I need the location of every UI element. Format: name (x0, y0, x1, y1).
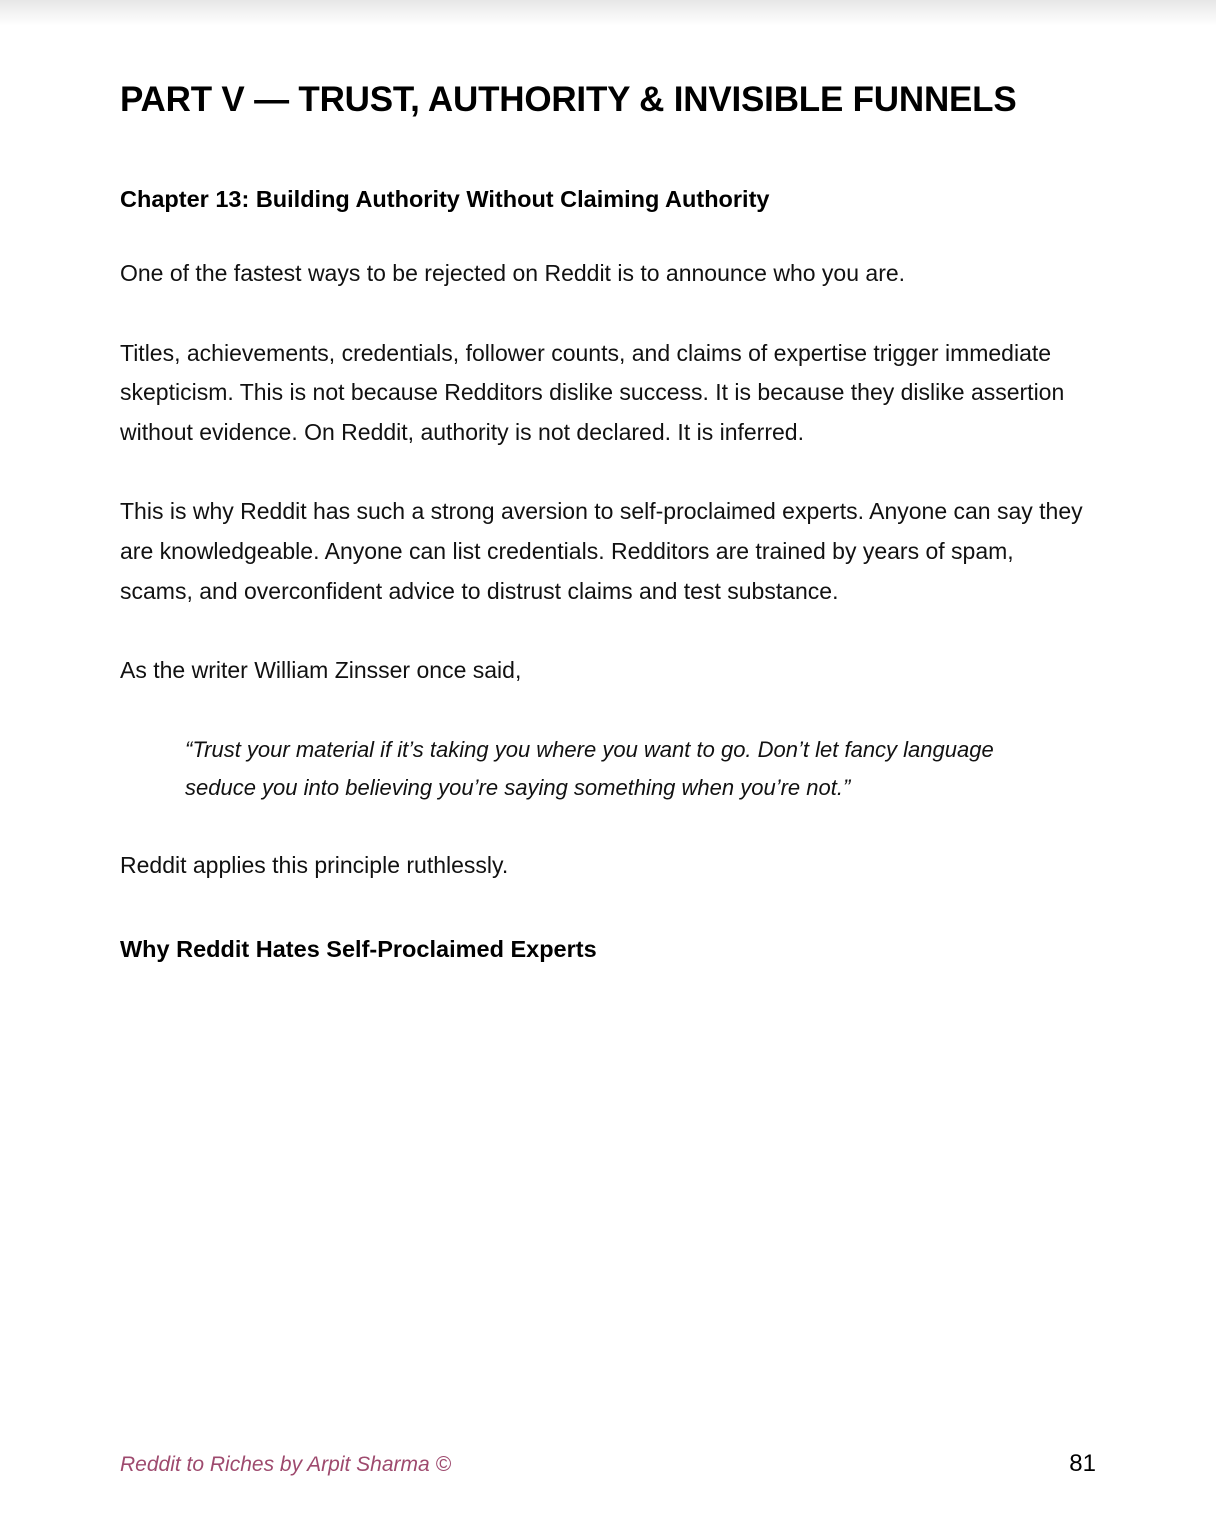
body-paragraph-2: Titles, achievements, credentials, follower counts, and claims of expertise trigger immediate skepticism. This is not because Redditors dislike success. It is because they dislike assertion without evidence. On Reddit, authority is not declared. It is inferred. (120, 339, 1065, 445)
body-paragraph-3: This is why Reddit has such a strong aversion to self-proclaimed experts. Anyone can say they are knowledgeable. Anyone can list credentials. Redditors are trained by years of spam, scams, and overconfident advice to distrust claims and test substance. (120, 498, 1083, 604)
chapter-heading: Chapter 13: Building Authority Without Claiming Authority (120, 185, 770, 212)
page-number: 81 (1069, 1450, 1096, 1477)
body-paragraph-1: One of the fastest ways to be rejected on Reddit is to announce who you are. (120, 260, 906, 287)
pull-quote: “Trust your material if it’s taking you where you want to go. Don’t let fancy language seduce you into believing you’re saying something when you’re not.” (185, 736, 994, 800)
body-paragraph-closing: Reddit applies this principle ruthlessly. (120, 852, 509, 879)
page-footer (120, 1450, 1096, 1478)
page-content (120, 0, 1092, 964)
body-paragraph-4: As the writer William Zinsser once said, (120, 657, 522, 684)
footer-attribution: Reddit to Riches by Arpit Sharma © (120, 1453, 451, 1476)
section-subheading: Why Reddit Hates Self-Proclaimed Experts (120, 935, 597, 962)
page-title: PART V — TRUST, AUTHORITY & INVISIBLE FUNNELS (120, 80, 1017, 119)
